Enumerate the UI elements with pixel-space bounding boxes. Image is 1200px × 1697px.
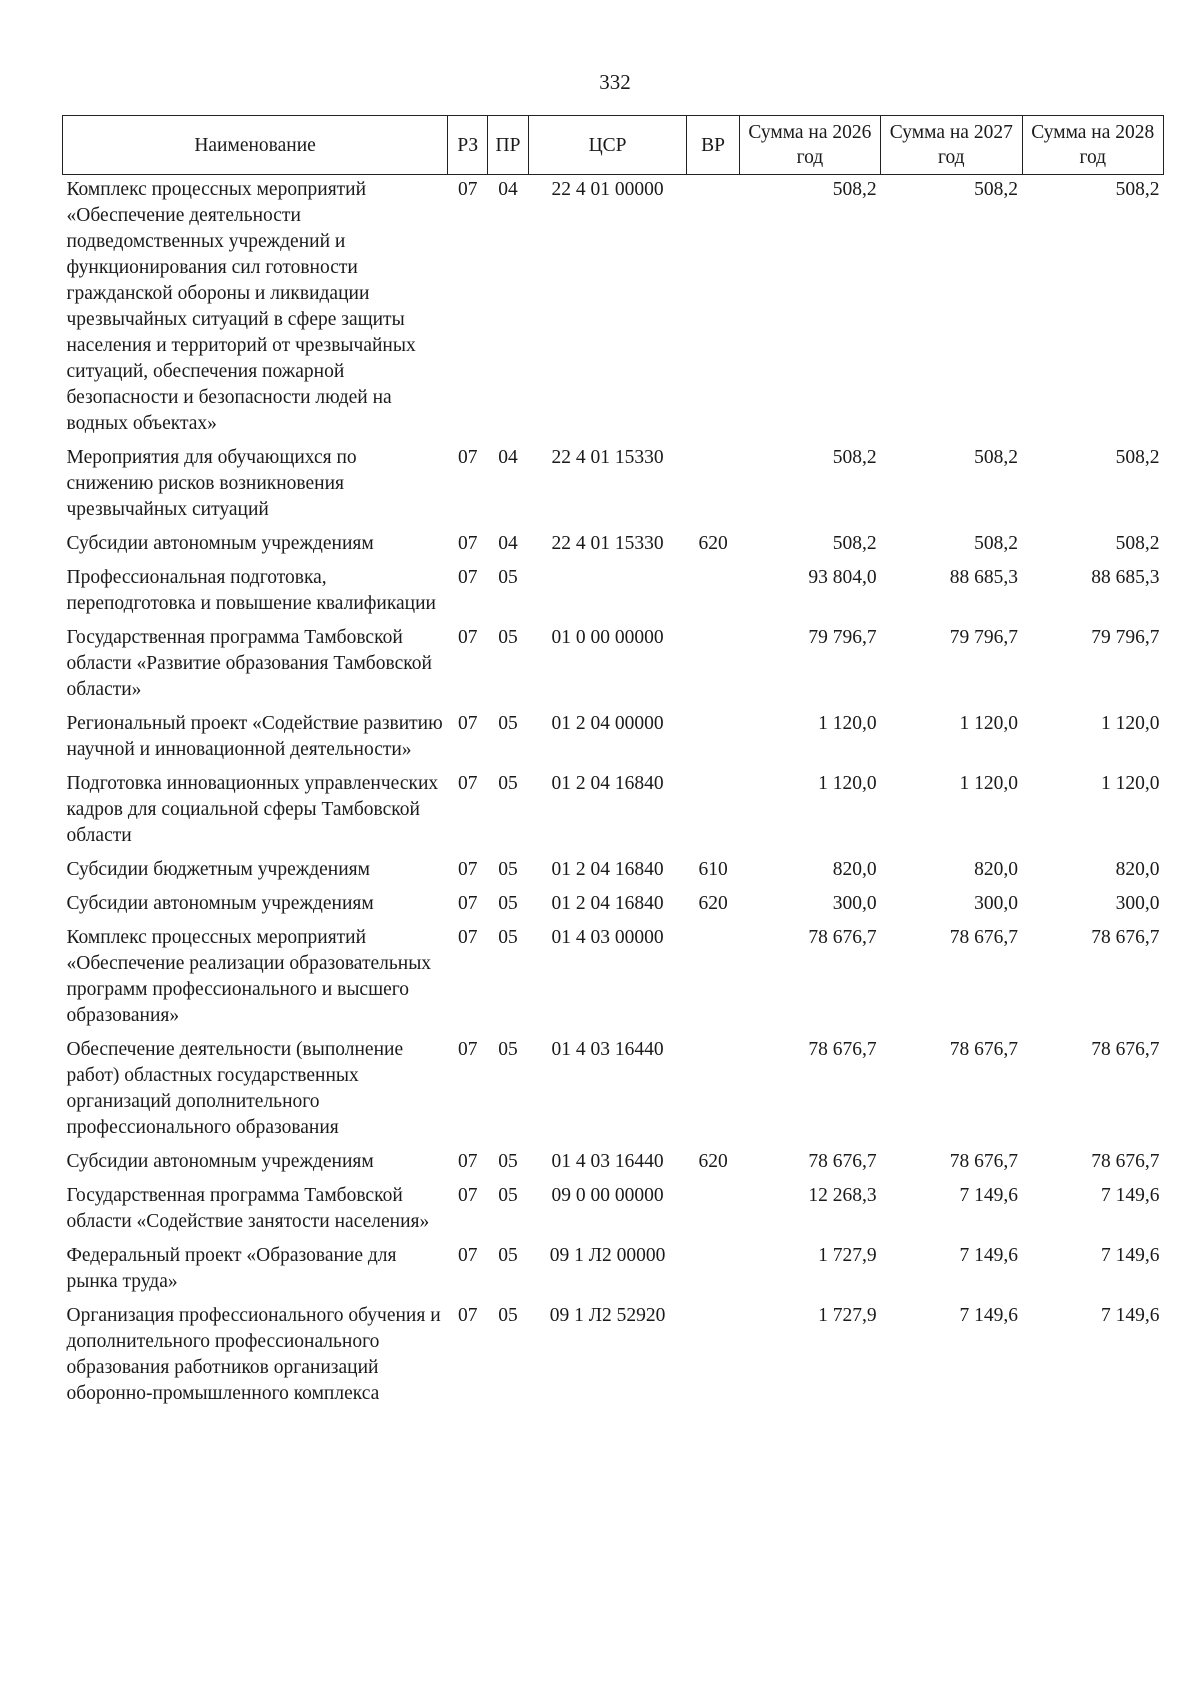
row-sum-2026: 1 727,9 <box>818 1305 877 1326</box>
row-sum-2027: 88 685,3 <box>949 567 1019 588</box>
row-pr: 05 <box>498 1305 518 1326</box>
row-sum-2028: 88 685,3 <box>1091 567 1160 588</box>
table-body <box>63 175 1164 1414</box>
row-csr: 01 4 03 00000 <box>551 927 664 948</box>
row-vr <box>687 563 739 623</box>
row-sum-2027: 508,2 <box>974 447 1019 468</box>
row-rz: 07 <box>458 893 478 914</box>
row-sum-2028: 300,0 <box>1115 893 1160 914</box>
row-sum-2028: 1 120,0 <box>1101 713 1160 734</box>
table-row <box>63 1301 1164 1413</box>
header-name: Наименование <box>63 116 448 175</box>
row-name: Обеспечение деятельности (выполнение работ) областных государственных организаций дополнительного профессионального образования <box>66 1039 404 1138</box>
row-pr: 04 <box>498 533 518 554</box>
row-csr: 01 2 04 00000 <box>551 713 664 734</box>
row-sum-2028: 79 796,7 <box>1091 627 1160 648</box>
row-sum-2026: 508,2 <box>832 447 877 468</box>
header-csr: ЦСР <box>528 116 687 175</box>
table-row <box>63 923 1164 1035</box>
row-sum-2027: 7 149,6 <box>959 1185 1019 1206</box>
table-row <box>63 623 1164 709</box>
row-sum-2027: 78 676,7 <box>949 1039 1019 1060</box>
row-sum-2026: 508,2 <box>832 179 877 200</box>
row-sum-2027: 508,2 <box>974 533 1019 554</box>
row-name: Комплекс процессных мероприятий «Обеспечение деятельности подведомственных учреждений и функционирования сил готовности гражданской обороны и ликвидации чрезвычайных ситуаций в сфере защиты населения и территорий от чрезвычайных ситуаций, обеспечения пожарной безопасности и безопасности людей на водных объектах» <box>66 179 416 434</box>
row-csr: 22 4 01 15330 <box>551 447 664 468</box>
budget-table <box>62 115 1164 1413</box>
row-rz: 07 <box>458 627 478 648</box>
row-rz: 07 <box>458 1185 478 1206</box>
table-row <box>63 1035 1164 1147</box>
row-vr: 620 <box>698 1151 728 1172</box>
row-sum-2027: 7 149,6 <box>959 1245 1019 1266</box>
row-sum-2026: 1 727,9 <box>818 1245 877 1266</box>
row-sum-2027: 1 120,0 <box>959 773 1019 794</box>
row-name: Субсидии автономным учреждениям <box>66 533 374 554</box>
row-vr: 620 <box>698 893 728 914</box>
row-name: Комплекс процессных мероприятий «Обеспечение реализации образовательных программ профессионального и высшего образования» <box>66 927 432 1026</box>
row-pr: 05 <box>498 1039 518 1060</box>
row-pr: 05 <box>498 893 518 914</box>
row-sum-2026: 93 804,0 <box>808 567 877 588</box>
row-pr: 04 <box>498 447 518 468</box>
header-pr: ПР <box>488 116 528 175</box>
row-csr: 01 2 04 16840 <box>551 893 664 914</box>
row-vr <box>687 709 739 769</box>
row-pr: 05 <box>498 1185 518 1206</box>
row-pr: 05 <box>498 567 518 588</box>
row-pr: 05 <box>498 1151 518 1172</box>
row-csr: 09 1 Л2 00000 <box>549 1245 666 1266</box>
row-name: Региональный проект «Содействие развитию научной и инновационной деятельности» <box>66 713 443 760</box>
row-pr: 04 <box>498 179 518 200</box>
row-sum-2026: 508,2 <box>832 533 877 554</box>
row-sum-2028: 7 149,6 <box>1101 1245 1160 1266</box>
row-vr: 610 <box>698 859 728 880</box>
row-name: Мероприятия для обучающихся по снижению рисков возникновения чрезвычайных ситуаций <box>66 447 357 520</box>
row-name: Федеральный проект «Образование для рынка труда» <box>66 1245 397 1292</box>
row-sum-2027: 508,2 <box>974 179 1019 200</box>
row-name: Субсидии бюджетным учреждениям <box>66 859 370 880</box>
row-sum-2028: 508,2 <box>1115 447 1160 468</box>
row-sum-2026: 300,0 <box>832 893 877 914</box>
row-sum-2028: 508,2 <box>1115 179 1160 200</box>
row-sum-2028: 78 676,7 <box>1091 1151 1160 1172</box>
row-csr: 01 0 00 00000 <box>551 627 664 648</box>
row-sum-2028: 78 676,7 <box>1091 927 1160 948</box>
row-rz: 07 <box>458 1151 478 1172</box>
row-csr: 09 1 Л2 52920 <box>549 1305 666 1326</box>
table-header <box>63 116 1164 175</box>
table-row <box>63 709 1164 769</box>
row-csr: 01 4 03 16440 <box>551 1039 664 1060</box>
row-csr: 22 4 01 15330 <box>551 533 664 554</box>
row-sum-2026: 78 676,7 <box>808 1039 877 1060</box>
row-name: Организация профессионального обучения и дополнительного профессионального образования работников организаций оборонно-промышленного комплекса <box>66 1305 441 1404</box>
row-name: Государственная программа Тамбовской области «Содействие занятости населения» <box>66 1185 430 1232</box>
table-row <box>63 175 1164 444</box>
header-sum-2026: Сумма на 2026 год <box>739 116 880 175</box>
row-sum-2027: 78 676,7 <box>949 927 1019 948</box>
row-rz: 07 <box>458 773 478 794</box>
row-sum-2027: 1 120,0 <box>959 713 1019 734</box>
row-csr: 01 4 03 16440 <box>551 1151 664 1172</box>
row-vr <box>687 1181 739 1241</box>
row-sum-2028: 820,0 <box>1115 859 1160 880</box>
row-name: Государственная программа Тамбовской области «Развитие образования Тамбовской области» <box>66 627 432 700</box>
row-csr <box>528 563 687 623</box>
row-name: Профессиональная подготовка, переподготовка и повышение квалификации <box>66 567 436 614</box>
row-rz: 07 <box>458 179 478 200</box>
page-number: 332 <box>599 70 631 94</box>
table-row <box>63 1241 1164 1301</box>
row-sum-2027: 79 796,7 <box>949 627 1019 648</box>
header-sum-2027: Сумма на 2027 год <box>881 116 1022 175</box>
row-vr <box>687 769 739 855</box>
row-name: Подготовка инновационных управленческих кадров для социальной сферы Тамбовской области <box>66 773 439 846</box>
table-row <box>63 769 1164 855</box>
row-sum-2028: 7 149,6 <box>1101 1185 1160 1206</box>
row-vr <box>687 623 739 709</box>
row-pr: 05 <box>498 773 518 794</box>
row-sum-2027: 820,0 <box>974 859 1019 880</box>
row-name: Субсидии автономным учреждениям <box>66 893 374 914</box>
row-vr: 620 <box>698 533 728 554</box>
row-vr <box>687 923 739 1035</box>
row-pr: 05 <box>498 927 518 948</box>
row-vr <box>687 175 739 444</box>
table-row <box>63 855 1164 889</box>
row-sum-2028: 1 120,0 <box>1101 773 1160 794</box>
row-rz: 07 <box>458 447 478 468</box>
row-rz: 07 <box>458 713 478 734</box>
row-vr <box>687 1301 739 1413</box>
row-pr: 05 <box>498 859 518 880</box>
row-csr: 09 0 00 00000 <box>551 1185 664 1206</box>
row-sum-2026: 12 268,3 <box>808 1185 877 1206</box>
table-row <box>63 1147 1164 1181</box>
row-sum-2028: 78 676,7 <box>1091 1039 1160 1060</box>
row-sum-2028: 508,2 <box>1115 533 1160 554</box>
row-vr <box>687 1241 739 1301</box>
row-pr: 05 <box>498 627 518 648</box>
row-pr: 05 <box>498 1245 518 1266</box>
row-rz: 07 <box>458 859 478 880</box>
row-rz: 07 <box>458 1305 478 1326</box>
row-csr: 01 2 04 16840 <box>551 773 664 794</box>
header-vr: ВР <box>687 116 739 175</box>
row-sum-2026: 78 676,7 <box>808 927 877 948</box>
row-sum-2028: 7 149,6 <box>1101 1305 1160 1326</box>
row-csr: 01 2 04 16840 <box>551 859 664 880</box>
row-sum-2026: 79 796,7 <box>808 627 877 648</box>
row-sum-2027: 7 149,6 <box>959 1305 1019 1326</box>
row-rz: 07 <box>458 533 478 554</box>
row-sum-2026: 820,0 <box>832 859 877 880</box>
table-row <box>63 529 1164 563</box>
row-sum-2026: 78 676,7 <box>808 1151 877 1172</box>
row-sum-2026: 1 120,0 <box>818 713 877 734</box>
row-name: Субсидии автономным учреждениям <box>66 1151 374 1172</box>
row-rz: 07 <box>458 1039 478 1060</box>
header-sum-2028: Сумма на 2028 год <box>1022 116 1163 175</box>
header-rz: РЗ <box>448 116 488 175</box>
table-row <box>63 443 1164 529</box>
table-row <box>63 1181 1164 1241</box>
table-row <box>63 889 1164 923</box>
row-rz: 07 <box>458 927 478 948</box>
row-rz: 07 <box>458 1245 478 1266</box>
row-sum-2027: 78 676,7 <box>949 1151 1019 1172</box>
row-rz: 07 <box>458 567 478 588</box>
row-vr <box>687 443 739 529</box>
row-vr <box>687 1035 739 1147</box>
row-sum-2026: 1 120,0 <box>818 773 877 794</box>
row-csr: 22 4 01 00000 <box>551 179 664 200</box>
row-pr: 05 <box>498 713 518 734</box>
table-row <box>63 563 1164 623</box>
row-sum-2027: 300,0 <box>974 893 1019 914</box>
